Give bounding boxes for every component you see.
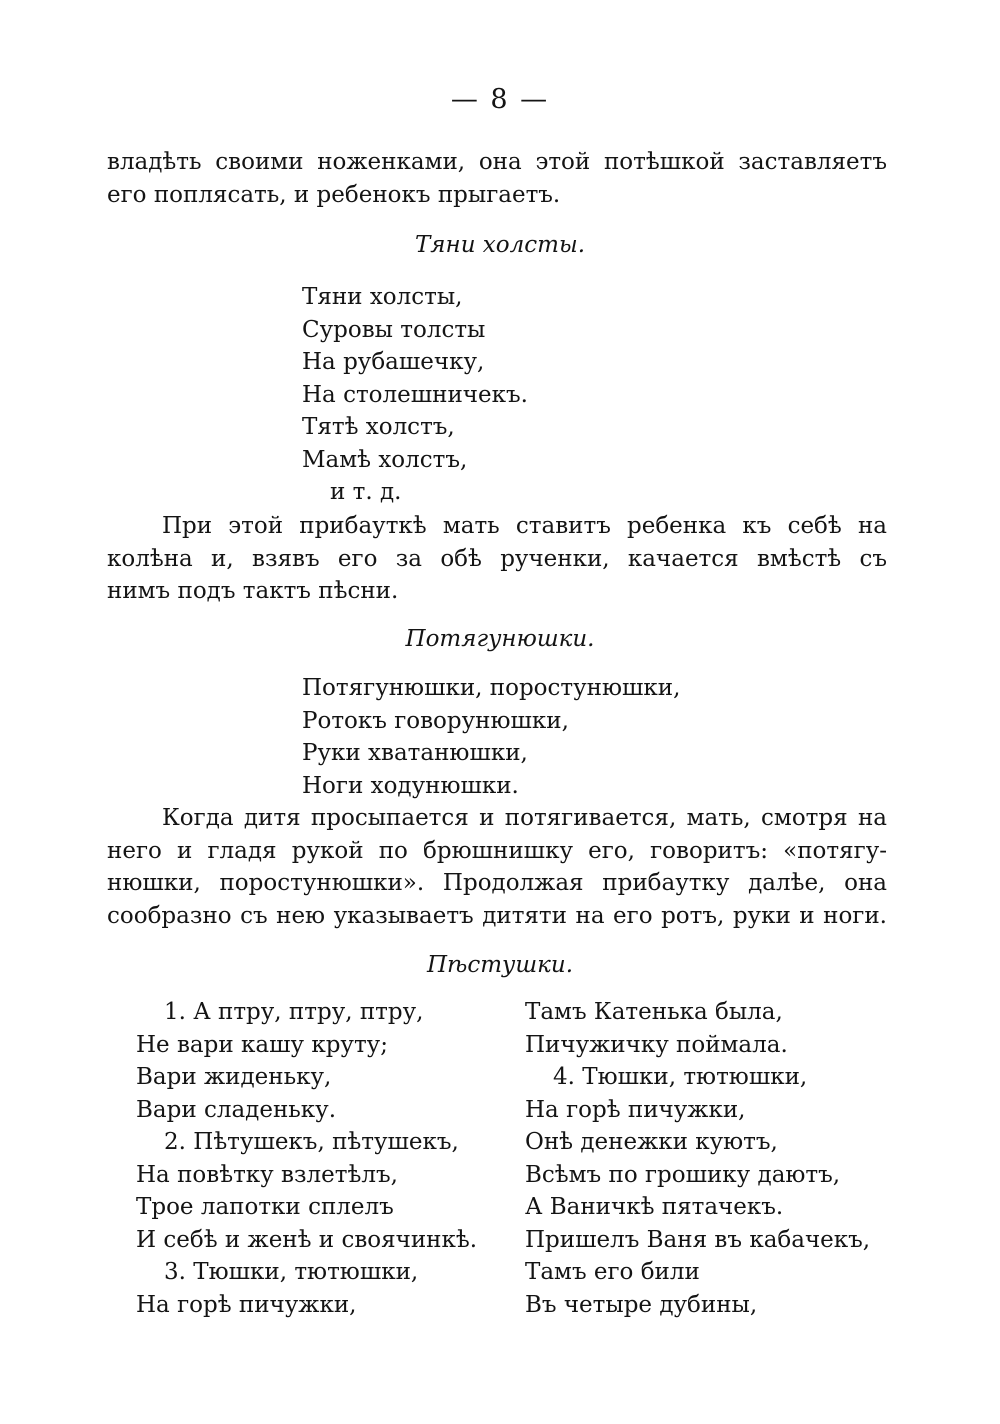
verse-line: Тятѣ холстъ, — [302, 414, 455, 440]
verse-line: Тяни холсты, — [302, 284, 463, 310]
verse-line: На горѣ пичужки, — [525, 1096, 746, 1123]
verse-line: Вари жиденьку, — [136, 1064, 332, 1090]
paragraph-line: При этой прибауткѣ мать ставитъ ребенка къ себѣ на — [162, 513, 887, 539]
paragraph-potyagunyushki — [107, 802, 887, 932]
verse-line: Суровы толсты — [302, 316, 486, 343]
paragraph-line: сообразно съ нею указываетъ дитяти на его ротъ, руки и ноги. — [107, 902, 887, 929]
verse-line: Ротокъ говорунюшки, — [302, 707, 569, 734]
paragraph-line: колѣна и, взявъ его за обѣ рученки, качается вмѣстѣ съ — [107, 545, 887, 572]
paragraph-line: нимъ подъ тактъ пѣсни. — [107, 578, 399, 604]
verse-line: 4. Тюшки, тютюшки, — [553, 1064, 808, 1090]
verse-line: Руки хватанюшки, — [302, 740, 528, 766]
verse-line: Тамъ Катенька была, — [525, 999, 783, 1025]
section-title-pestushki: Пѣстушки. — [426, 952, 574, 978]
verse-line: 1. А птру, птру, птру, — [164, 999, 424, 1025]
verse-line: Потягунюшки, поростунюшки, — [302, 675, 681, 701]
paragraph-line: нюшки, поростунюшки». Продолжая прибаутку далѣе, она — [107, 870, 887, 896]
verse-line: Трое лапотки сплелъ — [136, 1194, 394, 1220]
verse-line: 3. Тюшки, тютюшки, — [164, 1259, 419, 1285]
paragraph-line: его поплясать, и ребенокъ прыгаетъ. — [107, 181, 561, 208]
section-title-tyani-holsty: Тяни холсты. — [414, 232, 586, 258]
verse-line: Не вари кашу круту; — [136, 1031, 388, 1058]
verse-line: И себѣ и женѣ и своячинкѣ. — [136, 1226, 478, 1253]
intro-paragraph — [107, 146, 887, 211]
section-title-potyagunyushki: Потягунюшки. — [405, 626, 595, 652]
verse-pestushki-left-column — [136, 996, 477, 1321]
verse-line: А Ваничкѣ пятачекъ. — [525, 1194, 784, 1220]
verse-pestushki-right-column — [525, 996, 870, 1321]
verse-line: На рубашечку, — [302, 349, 485, 375]
verse-line: Вари сладеньку. — [136, 1096, 337, 1123]
verse-line: Пичужичку поймала. — [525, 1031, 788, 1058]
verse-line: Пришелъ Ваня въ кабачекъ, — [525, 1226, 871, 1253]
verse-line: Въ четыре дубины, — [525, 1291, 758, 1318]
paragraph-line: владѣть своими ноженками, она этой потѣшкой заставляетъ — [107, 149, 887, 175]
verse-line: Онѣ денежки куютъ, — [525, 1129, 778, 1155]
paragraph-line: Когда дитя просыпается и потягивается, мать, смотря на — [162, 805, 887, 831]
verse-line: Мамѣ холстъ, — [302, 446, 468, 473]
verse-line: На столешничекъ. — [302, 381, 528, 408]
verse-tyani-holsty — [302, 281, 528, 509]
verse-line: На горѣ пичужки, — [136, 1291, 357, 1318]
verse-line: На повѣтку взлетѣлъ, — [136, 1161, 398, 1188]
verse-line: Тамъ его били — [525, 1259, 700, 1285]
paragraph-line: него и гладя рукой по брюшнишку его, говоритъ: «потягу- — [107, 837, 887, 864]
verse-line: Всѣмъ по грошику даютъ, — [525, 1161, 841, 1188]
verse-potyagunyushki — [302, 672, 680, 802]
verse-line: Ноги ходунюшки. — [302, 772, 519, 799]
page-number: — 8 — — [450, 84, 550, 115]
paragraph-tyani-holsty — [107, 510, 887, 608]
verse-line: 2. Пѣтушекъ, пѣтушекъ, — [164, 1129, 459, 1155]
verse-line: и т. д. — [330, 479, 402, 505]
